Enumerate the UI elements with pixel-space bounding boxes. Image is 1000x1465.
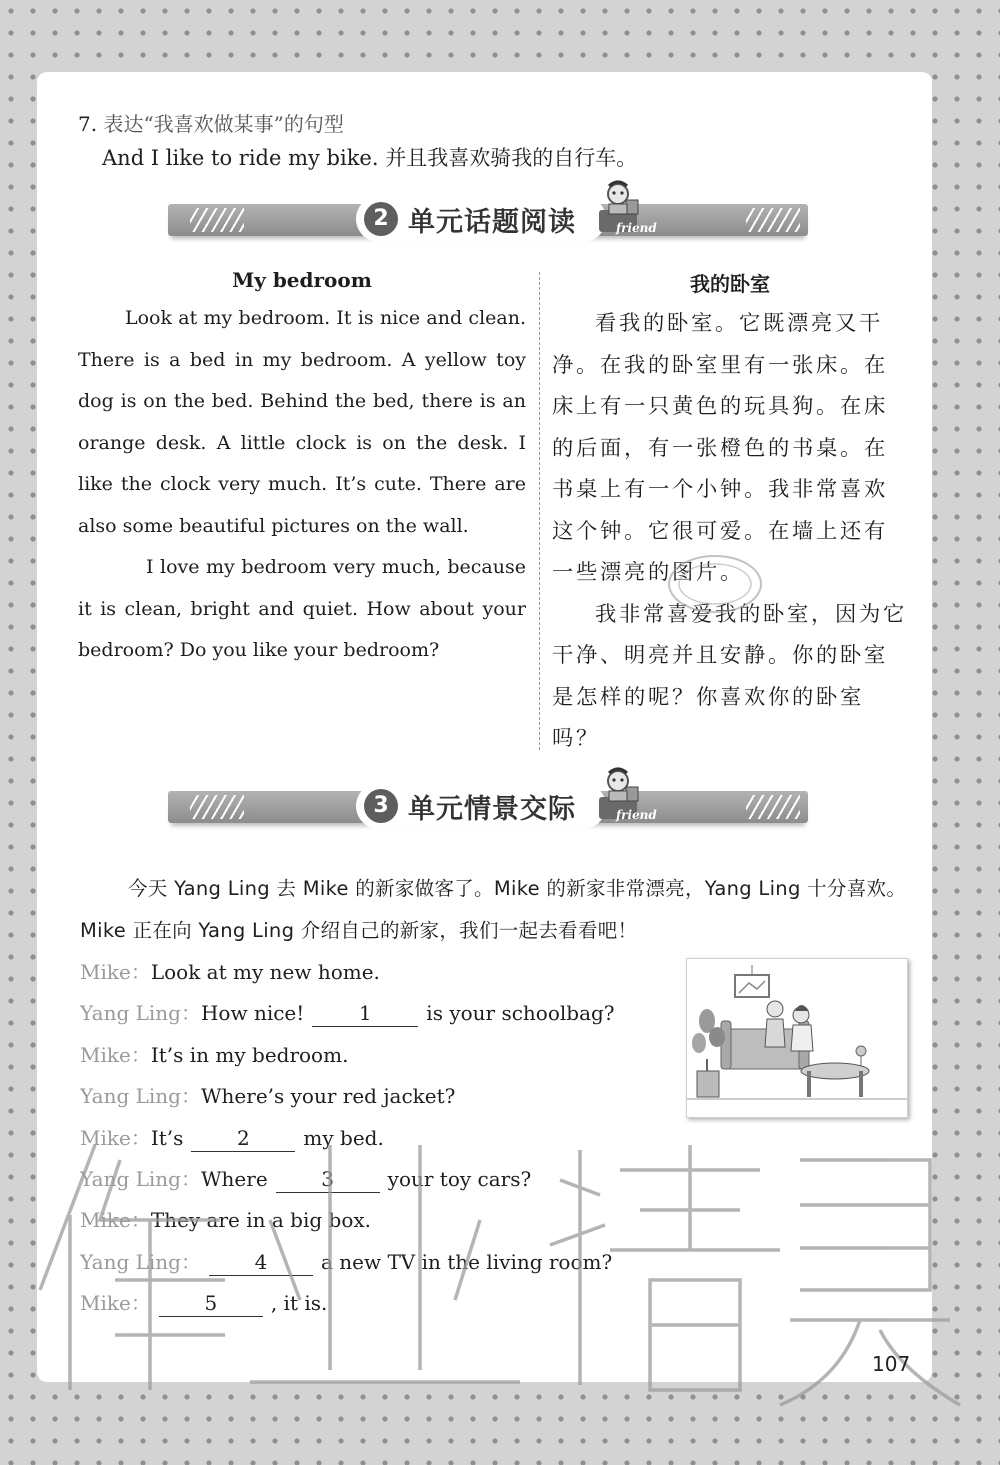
speaker: Mike： (80, 1125, 151, 1150)
line-text: They are in a big box. (150, 1208, 371, 1233)
chinese-passage (552, 268, 908, 760)
heading-text: 表达“我喜欢做某事”的句型 (103, 112, 344, 136)
line-text: Where’s your red jacket? (200, 1084, 456, 1109)
line-text: How nice! (200, 1001, 305, 1026)
line-text: , it is. (270, 1291, 328, 1316)
english-paragraph-1: Look at my bedroom. It is nice and clean. There is a bed in my bedroom. A yellow toy dog is on the bed. Behind the bed, there is an orange desk. A little clock is on the desk. I like the clock very much. It’s cute. There are also some beautiful pictures on the wall. (78, 307, 526, 537)
grammar-heading (78, 108, 344, 137)
dialog-intro: 今天 Yang Ling 去 Mike 的新家做客了。Mike 的新家非常漂亮，Yang Ling 十分喜欢。Mike 正在向 Yang Ling 介绍自己的新家，我们一起去看看吧！ (80, 877, 907, 942)
heading-number: 7. (78, 112, 98, 136)
line-text: Look at my new home. (150, 960, 380, 984)
speaker: Yang Ling： (80, 1084, 201, 1109)
stamp-icon (660, 544, 770, 624)
answer-blank-4[interactable]: 4 (209, 1249, 313, 1276)
speaker: Mike： (80, 1291, 151, 1316)
example-sentence (102, 142, 637, 172)
speaker: Yang Ling： (80, 1249, 201, 1274)
dialog-line (80, 1076, 680, 1117)
speaker: Mike： (80, 1042, 151, 1067)
friend-badge: friend (616, 808, 657, 822)
english-passage-title: My bedroom (232, 268, 372, 292)
watermark-logo (0, 1120, 1000, 1420)
banner-hatch-right (746, 208, 800, 232)
living-room-illustration (686, 958, 908, 1118)
speaker: Yang Ling： (80, 1001, 201, 1026)
dialog-line (80, 952, 680, 993)
page-number: 107 (872, 1352, 911, 1376)
speaker: Mike： (80, 960, 151, 984)
line-text: a new TV in the living room? (320, 1249, 613, 1274)
example-english: And I like to ride my bike. (102, 146, 379, 170)
english-passage (78, 268, 526, 672)
line-text: your toy cars? (387, 1166, 532, 1191)
friend-badge: friend (616, 221, 657, 235)
line-text: Where (200, 1166, 268, 1191)
section-number-badge: 2 (364, 202, 398, 236)
answer-blank-3[interactable]: 3 (276, 1166, 380, 1193)
line-text: is your schoolbag? (426, 1001, 615, 1026)
chinese-paragraph-2: 我非常喜爱我的卧室，因为它干净、明亮并且安静。你的卧室是怎样的呢？你喜欢你的卧室吗？ (552, 601, 907, 751)
chinese-paragraph-1: 看我的卧室。它既漂亮又干净。在我的卧室里有一张床。在床上有一只黄色的玩具狗。在床的后面，有一张橙色的书桌。在书桌上有一个小钟。我非常喜欢这个钟。它很可爱。在墙上还有一些漂亮的图片。 (552, 311, 888, 585)
example-chinese: 并且我喜欢骑我的自行车。 (385, 146, 638, 170)
banner-hatch-right (746, 795, 800, 819)
line-text: It’s (150, 1125, 184, 1150)
living-room-picture-icon (687, 959, 907, 1117)
answer-blank-5[interactable]: 5 (159, 1290, 263, 1317)
section-title: 单元话题阅读 (408, 207, 576, 238)
reading-section-banner (168, 196, 808, 246)
dialog-line (80, 993, 680, 1034)
speaker: Mike： (80, 1208, 151, 1233)
column-divider (539, 272, 540, 750)
dialog-line (80, 1035, 680, 1076)
section-number-badge: 3 (364, 789, 398, 823)
line-text: my bed. (303, 1125, 384, 1150)
speaker: Yang Ling： (80, 1166, 201, 1191)
chinese-passage-title: 我的卧室 (690, 272, 770, 296)
answer-blank-2[interactable]: 2 (191, 1125, 295, 1152)
dialog-section-banner (168, 783, 808, 833)
section-title: 单元情景交际 (408, 794, 576, 825)
english-paragraph-2: I love my bedroom very much, because it is clean, bright and quiet. How about your bedroom? Do you like your bedroom? (78, 556, 526, 661)
line-text: It’s in my bedroom. (150, 1042, 349, 1067)
banner-hatch-left (190, 795, 244, 819)
answer-blank-1[interactable]: 1 (312, 1000, 418, 1027)
banner-hatch-left (190, 208, 244, 232)
